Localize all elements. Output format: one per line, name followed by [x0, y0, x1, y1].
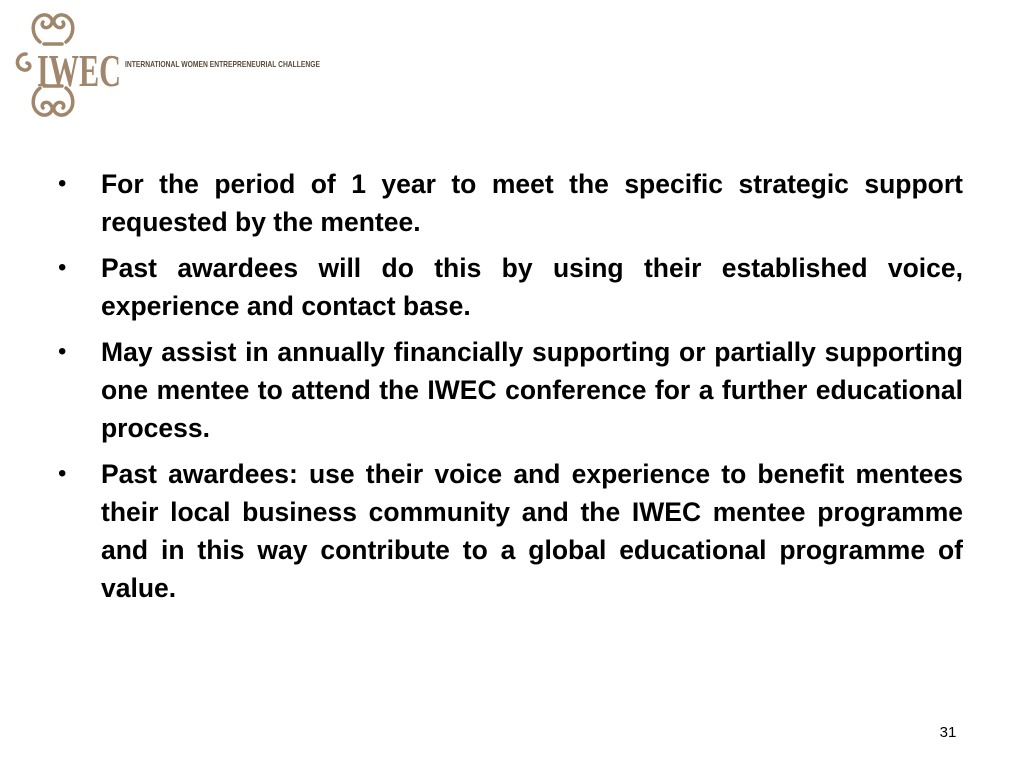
bullet-dot-icon: • [58, 254, 67, 281]
page-number: 31 [939, 724, 957, 741]
bullet-dot-icon: • [58, 338, 67, 365]
logo-mark: IWEC [37, 45, 121, 96]
bullet-item [58, 165, 963, 241]
bullet-text: For the period of 1 year to meet the specific strategic support requested by the mentee. [101, 169, 963, 237]
bullet-text: Past awardees: use their voice and experience to benefit mentees their local business community and the IWEC mentee programme and in this way contribute to a global educational programme of value. [101, 459, 963, 603]
slide-body [58, 165, 963, 615]
bullet-text: Past awardees will do this by using their established voice, experience and contact base. [101, 253, 963, 321]
bullet-item [58, 455, 963, 607]
iwec-logo [10, 8, 330, 120]
bullet-dot-icon: • [58, 170, 67, 197]
bullet-item [58, 333, 963, 447]
bullet-item [58, 249, 963, 325]
bullet-text: May assist in annually financially supporting or partially supporting one mentee to attend the IWEC conference for a further educational process. [101, 337, 963, 443]
bullet-list [58, 165, 963, 607]
bullet-dot-icon: • [58, 460, 67, 487]
logo-tagline: INTERNATIONAL WOMEN ENTREPRENEURIAL CHALLENGE [125, 59, 321, 69]
